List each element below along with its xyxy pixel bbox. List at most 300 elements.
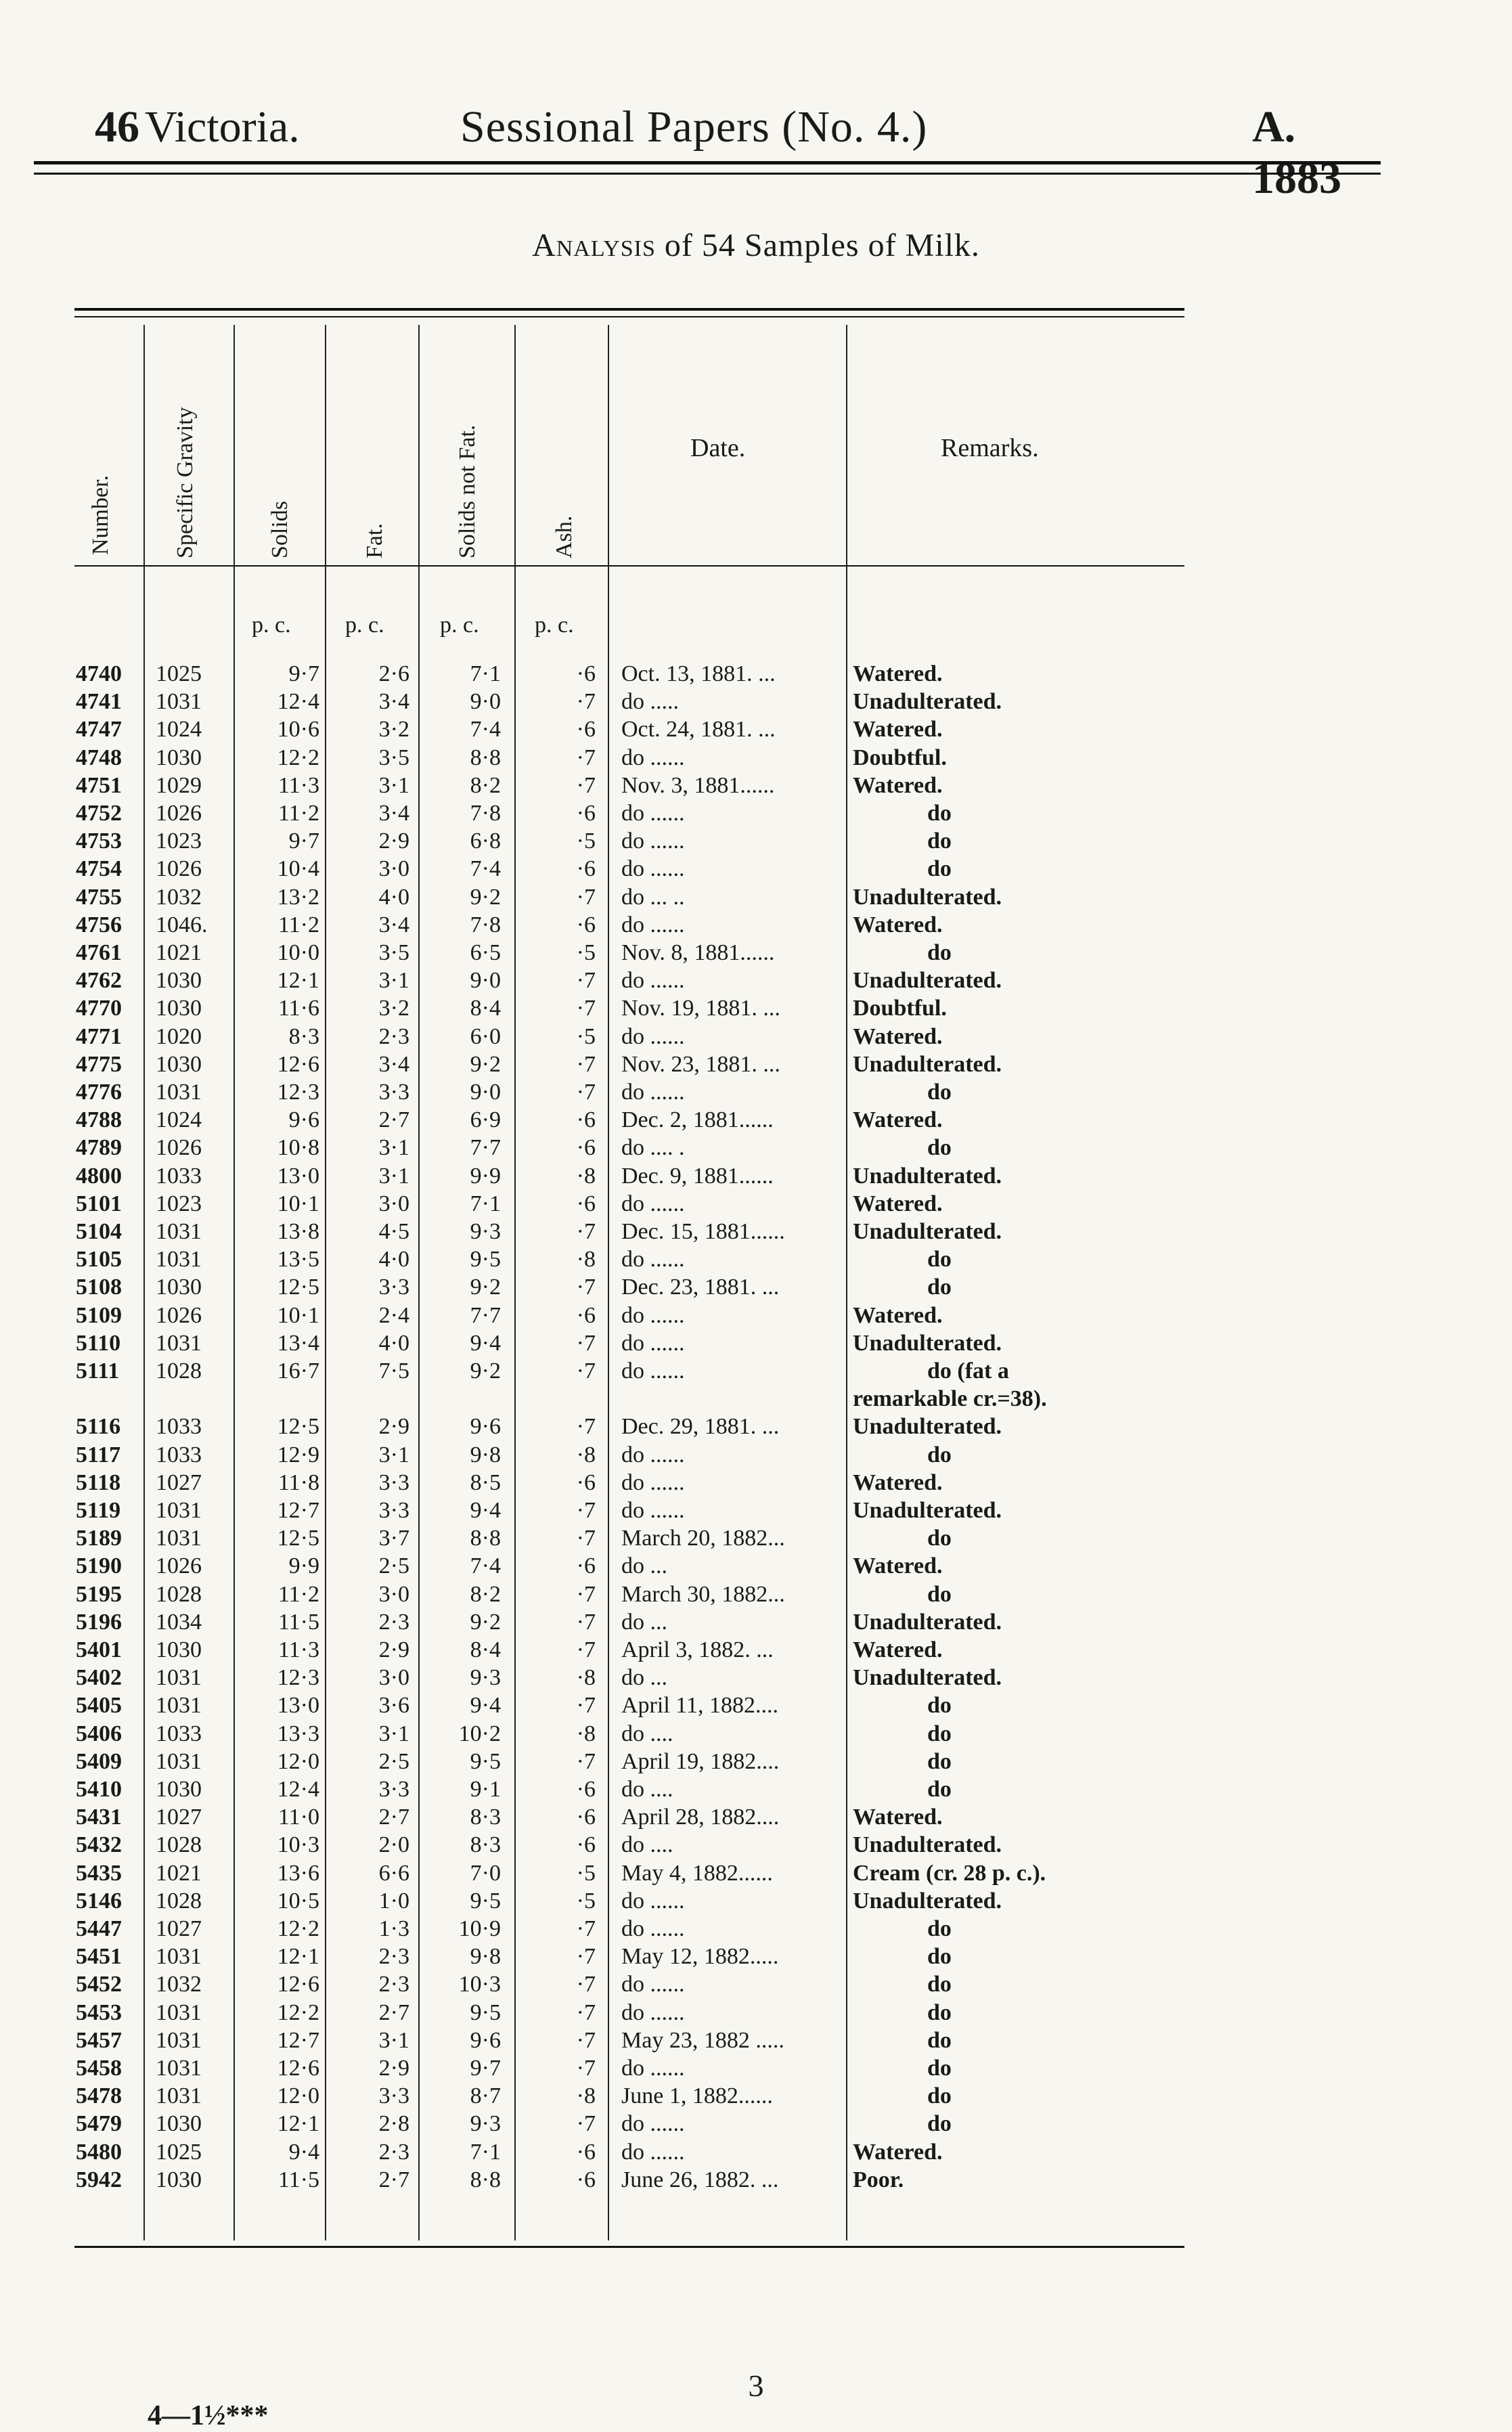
cell-sg: 1026	[156, 1135, 202, 1161]
cell-num: 5457	[76, 2027, 122, 2053]
table-row	[0, 1580, 1512, 1609]
col-header-specific-gravity: Specific Gravity	[173, 407, 198, 558]
header-rule	[34, 161, 1381, 175]
cell-snf: 10·3	[458, 1972, 501, 1997]
cell-num: 4755	[76, 884, 122, 910]
cell-fat: 3·1	[378, 1163, 409, 1189]
cell-date: do ......	[621, 1916, 685, 1941]
cell-sol: 10·3	[277, 1832, 319, 1858]
cell-sg: 1031	[156, 2056, 202, 2081]
cell-num: 5105	[76, 1247, 122, 1273]
cell-rem: Unadulterated.	[853, 1609, 1002, 1635]
cell-rem: Watered.	[853, 661, 943, 686]
cell-snf: 9·4	[470, 1330, 501, 1356]
cell-sol: 13·4	[277, 1330, 319, 1356]
cell-sg: 1033	[156, 1721, 202, 1746]
cell-num: 5118	[76, 1469, 121, 1495]
cell-fat: 3·4	[378, 689, 409, 715]
cell-date: April 11, 1882....	[621, 1693, 779, 1719]
cell-sol: 13·6	[277, 1860, 319, 1886]
cell-ash: ·7	[576, 772, 596, 798]
cell-sol: 13·3	[277, 1721, 319, 1746]
cell-sol: 12·4	[277, 689, 319, 715]
cell-ash: ·7	[576, 1358, 596, 1384]
cell-sol: 12·7	[277, 1498, 319, 1523]
cell-rem: Doubtful.	[853, 745, 947, 770]
unit-fat: p. c.	[345, 613, 384, 638]
table-row	[0, 1664, 1512, 1692]
cell-date: do ......	[621, 828, 685, 854]
cell-sg: 1023	[156, 1191, 202, 1216]
cell-rem: Watered.	[853, 1469, 943, 1495]
cell-sg: 1027	[156, 1469, 202, 1495]
cell-rem: Unadulterated.	[853, 968, 1002, 994]
cell-fat: 2·5	[378, 1748, 409, 1774]
cell-num: 5108	[76, 1275, 122, 1300]
cell-rem: do	[927, 1442, 952, 1467]
cell-date: do ......	[621, 2139, 685, 2165]
table-row	[0, 2138, 1512, 2167]
table-row	[0, 1023, 1512, 1051]
table-row	[0, 1999, 1512, 2027]
cell-ash: ·8	[576, 1721, 596, 1746]
header-prefix: 46	[95, 102, 139, 152]
cell-snf: 9·3	[470, 2111, 501, 2137]
cell-rem: do	[927, 1581, 952, 1607]
cell-sg: 1026	[156, 1553, 202, 1579]
cell-rem: do	[927, 2056, 952, 2081]
cell-fat: 2·8	[378, 2111, 409, 2137]
cell-date: April 19, 1882....	[621, 1748, 780, 1774]
table-row	[0, 1943, 1512, 1971]
cell-sg: 1030	[156, 2111, 202, 2137]
cell-rem: Unadulterated.	[853, 1832, 1002, 1858]
cell-sg: 1028	[156, 1581, 202, 1607]
cell-date: do ......	[621, 1191, 685, 1216]
cell-num: 5453	[76, 1999, 122, 2025]
cell-sg: 1024	[156, 1107, 202, 1133]
cell-ash: ·6	[576, 1191, 596, 1216]
unit-snf: p. c.	[440, 613, 479, 638]
cell-sol: 12·1	[277, 968, 319, 994]
cell-sol: 13·8	[277, 1219, 319, 1244]
cell-date: Nov. 23, 1881. ...	[621, 1051, 780, 1077]
cell-date: Nov. 19, 1881. ...	[621, 996, 780, 1021]
cell-date: do ...	[621, 1665, 667, 1691]
cell-sg: 1021	[156, 940, 202, 965]
cell-num: 5119	[76, 1498, 121, 1523]
cell-sg: 1031	[156, 1665, 202, 1691]
cell-ash: ·8	[576, 1163, 596, 1189]
cell-num: 5479	[76, 2111, 122, 2137]
cell-date: do ......	[621, 1972, 685, 1997]
cell-sol: 10·4	[277, 856, 319, 882]
cell-num: 4756	[76, 912, 122, 937]
cell-ash: ·8	[576, 1665, 596, 1691]
cell-ash: ·7	[576, 968, 596, 994]
cell-sg: 1030	[156, 1777, 202, 1802]
cell-sol: 12·3	[277, 1665, 319, 1691]
cell-rem: Watered.	[853, 1553, 943, 1579]
cell-rem: do (fat a	[927, 1358, 1009, 1384]
cell-fat: 3·6	[378, 1693, 409, 1719]
cell-rem: do	[927, 1693, 952, 1719]
cell-sol: 10·1	[277, 1191, 319, 1216]
cell-date: Dec. 23, 1881. ...	[621, 1275, 780, 1300]
cell-num: 5111	[76, 1358, 120, 1384]
table-row	[0, 1441, 1512, 1469]
cell-fat: 3·1	[378, 1442, 409, 1467]
cell-sg: 1028	[156, 1888, 202, 1914]
cell-date: do ......	[621, 856, 685, 882]
cell-fat: 7·5	[378, 1358, 409, 1384]
cell-snf: 8·8	[470, 745, 501, 770]
table-row	[0, 911, 1512, 939]
cell-num: 4788	[76, 1107, 122, 1133]
cell-date: June 26, 1882. ...	[621, 2167, 779, 2192]
cell-sol: 12·6	[277, 1972, 319, 1997]
table-row	[0, 1775, 1512, 1804]
cell-sg: 1027	[156, 1805, 202, 1830]
cell-sol: 9·4	[288, 2139, 319, 2165]
cell-fat: 3·5	[378, 940, 409, 965]
cell-rem: do	[927, 1275, 952, 1300]
cell-date: May 4, 1882......	[621, 1860, 773, 1886]
cell-sg: 1031	[156, 1498, 202, 1523]
cell-sol: 10·5	[277, 1888, 319, 1914]
table-row	[0, 1162, 1512, 1191]
cell-num: 4770	[76, 996, 122, 1021]
cell-rem: do	[927, 2083, 952, 2109]
cell-ash: ·7	[576, 1080, 596, 1105]
table-row	[0, 1831, 1512, 1859]
cell-fat: 3·3	[378, 1275, 409, 1300]
cell-num: 5117	[76, 1442, 121, 1467]
cell-rem: do	[927, 1080, 952, 1105]
table-row	[0, 1106, 1512, 1134]
table-row	[0, 1692, 1512, 1720]
col-header-solids: Solids	[267, 500, 292, 558]
cell-fat: 3·2	[378, 996, 409, 1021]
unit-solids: p. c.	[252, 613, 291, 638]
table-row	[0, 939, 1512, 967]
cell-sol: 11·3	[277, 1637, 319, 1662]
table-row	[0, 1469, 1512, 1497]
table-row	[0, 1915, 1512, 1943]
cell-rem: do	[927, 856, 952, 882]
cell-rem: Unadulterated.	[853, 689, 1002, 715]
cell-fat: 4·0	[378, 1247, 409, 1273]
cell-rem: do	[927, 828, 952, 854]
cell-fat: 3·2	[378, 717, 409, 743]
cell-fat: 4·0	[378, 1330, 409, 1356]
cell-ash: ·5	[576, 940, 596, 965]
cell-rem: Unadulterated.	[853, 1330, 1002, 1356]
cell-ash: ·7	[576, 2027, 596, 2053]
cell-ash: ·7	[576, 1637, 596, 1662]
cell-date: do ......	[621, 2056, 685, 2081]
cell-fat: 6·6	[378, 1860, 409, 1886]
cell-sg: 1021	[156, 1860, 202, 1886]
cell-num: 4741	[76, 689, 122, 715]
cell-snf: 8·8	[470, 1526, 501, 1551]
cell-fat: 3·0	[378, 1581, 409, 1607]
cell-ash: ·7	[576, 1609, 596, 1635]
cell-sg: 1031	[156, 1693, 202, 1719]
cell-sg: 1031	[156, 689, 202, 715]
cell-rem: Watered.	[853, 772, 943, 798]
cell-rem: Poor.	[853, 2167, 904, 2192]
col-header-fat: Fat.	[362, 523, 387, 558]
cell-ash: ·7	[576, 2111, 596, 2137]
cell-rem: do	[927, 801, 952, 826]
cell-sg: 1031	[156, 2083, 202, 2109]
cell-date: Dec. 29, 1881. ...	[621, 1414, 780, 1440]
cell-snf: 9·2	[470, 1275, 501, 1300]
cell-num: 5405	[76, 1693, 122, 1719]
table-row	[0, 744, 1512, 772]
cell-sol: 10·1	[277, 1302, 319, 1328]
table-row	[0, 1720, 1512, 1748]
cell-fat: 3·4	[378, 801, 409, 826]
cell-num: 5195	[76, 1581, 122, 1607]
cell-num: 5189	[76, 1526, 122, 1551]
cell-ash: ·6	[576, 661, 596, 686]
cell-ash: ·7	[576, 1748, 596, 1774]
cell-date: do ......	[621, 1358, 685, 1384]
table-row	[0, 1385, 1512, 1413]
cell-num: 5146	[76, 1888, 122, 1914]
cell-date: do ....	[621, 1832, 673, 1858]
cell-sg: 1031	[156, 1748, 202, 1774]
table-title	[0, 227, 1512, 264]
cell-sg: 1046.	[156, 912, 208, 937]
cell-num: 4748	[76, 745, 122, 770]
cell-rem: Watered.	[853, 1191, 943, 1216]
cell-sol: 11·5	[277, 1609, 319, 1635]
cell-sol: 12·0	[277, 1748, 319, 1774]
cell-sol: 11·2	[277, 912, 319, 937]
cell-sg: 1023	[156, 828, 202, 854]
cell-fat: 3·7	[378, 1526, 409, 1551]
cell-fat: 3·1	[378, 1721, 409, 1746]
cell-ash: ·6	[576, 1777, 596, 1802]
cell-fat: 1·3	[378, 1916, 409, 1941]
cell-rem: remarkable cr.=38).	[853, 1386, 1047, 1412]
table-row	[0, 1218, 1512, 1246]
cell-snf: 9·1	[470, 1777, 501, 1802]
cell-sg: 1033	[156, 1442, 202, 1467]
cell-ash: ·8	[576, 2083, 596, 2109]
cell-rem: Unadulterated.	[853, 1163, 1002, 1189]
cell-ash: ·6	[576, 2139, 596, 2165]
cell-snf: 6·5	[470, 940, 501, 965]
header-left	[95, 102, 300, 153]
table-row	[0, 883, 1512, 912]
cell-fat: 2·3	[378, 1023, 409, 1049]
cell-snf: 9·2	[470, 1051, 501, 1077]
cell-num: 4776	[76, 1080, 122, 1105]
cell-sol: 11·8	[277, 1469, 319, 1495]
cell-sg: 1020	[156, 1023, 202, 1049]
cell-date: do ....	[621, 1777, 673, 1802]
cell-rem: do	[927, 1916, 952, 1941]
cell-ash: ·6	[576, 801, 596, 826]
cell-fat: 2·9	[378, 2056, 409, 2081]
table-row	[0, 1608, 1512, 1637]
cell-date: Oct. 24, 1881. ...	[621, 717, 776, 743]
cell-snf: 8·2	[470, 772, 501, 798]
cell-sg: 1030	[156, 1637, 202, 1662]
cell-fat: 3·1	[378, 2027, 409, 2053]
cell-num: 4771	[76, 1023, 122, 1049]
cell-sol: 12·1	[277, 2111, 319, 2137]
cell-sol: 13·2	[277, 884, 319, 910]
cell-snf: 7·8	[470, 801, 501, 826]
cell-date: do ....	[621, 1721, 673, 1746]
cell-ash: ·7	[576, 1916, 596, 1941]
table-row	[0, 1357, 1512, 1386]
page-number: 3	[748, 2368, 764, 2403]
cell-fat: 2·7	[378, 2167, 409, 2192]
col-header-remarks: Remarks.	[941, 434, 1039, 462]
cell-fat: 3·5	[378, 745, 409, 770]
cell-sol: 12·5	[277, 1275, 319, 1300]
cell-ash: ·7	[576, 1693, 596, 1719]
cell-sg: 1026	[156, 856, 202, 882]
cell-snf: 6·9	[470, 1107, 501, 1133]
cell-snf: 8·2	[470, 1581, 501, 1607]
table-row	[0, 1273, 1512, 1302]
cell-num: 5458	[76, 2056, 122, 2081]
cell-fat: 3·3	[378, 1498, 409, 1523]
table-row	[0, 967, 1512, 995]
table-row	[0, 1329, 1512, 1358]
cell-date: do ......	[621, 968, 685, 994]
cell-snf: 7·4	[470, 717, 501, 743]
cell-sol: 12·2	[277, 745, 319, 770]
cell-rem: do	[927, 1999, 952, 2025]
cell-snf: 9·0	[470, 689, 501, 715]
cell-ash: ·5	[576, 828, 596, 854]
cell-rem: Unadulterated.	[853, 884, 1002, 910]
cell-snf: 9·6	[470, 2027, 501, 2053]
cell-sol: 12·2	[277, 1916, 319, 1941]
cell-fat: 2·3	[378, 1944, 409, 1970]
cell-date: do ......	[621, 1330, 685, 1356]
cell-snf: 8·3	[470, 1832, 501, 1858]
cell-snf: 9·2	[470, 1609, 501, 1635]
cell-rem: Watered.	[853, 1805, 943, 1830]
cell-fat: 2·7	[378, 1999, 409, 2025]
cell-ash: ·7	[576, 1581, 596, 1607]
cell-sol: 8·3	[288, 1023, 319, 1049]
cell-date: Nov. 3, 1881......	[621, 772, 775, 798]
cell-sg: 1029	[156, 772, 202, 798]
cell-snf: 9·6	[470, 1414, 501, 1440]
cell-snf: 9·5	[470, 1247, 501, 1273]
cell-sg: 1031	[156, 1330, 202, 1356]
cell-sg: 1031	[156, 1526, 202, 1551]
cell-num: 5480	[76, 2139, 122, 2165]
cell-fat: 3·3	[378, 1080, 409, 1105]
cell-sg: 1033	[156, 1414, 202, 1440]
cell-sg: 1030	[156, 2167, 202, 2192]
cell-fat: 3·3	[378, 2083, 409, 2109]
cell-rem: do	[927, 940, 952, 965]
cell-ash: ·6	[576, 2167, 596, 2192]
cell-sol: 11·0	[277, 1805, 319, 1830]
table-header-rule	[74, 565, 1184, 567]
cell-ash: ·6	[576, 1553, 596, 1579]
cell-date: March 20, 1882...	[621, 1526, 785, 1551]
cell-sg: 1028	[156, 1358, 202, 1384]
cell-sg: 1030	[156, 1051, 202, 1077]
table-bottom-rule	[74, 2246, 1184, 2248]
cell-sol: 9·9	[288, 1553, 319, 1579]
cell-num: 5410	[76, 1777, 122, 1802]
cell-date: do ......	[621, 1080, 685, 1105]
cell-rem: do	[927, 1777, 952, 1802]
cell-date: April 3, 1882. ...	[621, 1637, 774, 1662]
cell-rem: do	[927, 2027, 952, 2053]
cell-sol: 12·7	[277, 2027, 319, 2053]
cell-ash: ·6	[576, 1469, 596, 1495]
cell-sol: 10·6	[277, 717, 319, 743]
cell-fat: 4·5	[378, 1219, 409, 1244]
cell-ash: ·6	[576, 1832, 596, 1858]
cell-num: 5190	[76, 1553, 122, 1579]
cell-fat: 3·3	[378, 1777, 409, 1802]
table-row	[0, 2110, 1512, 2138]
cell-rem: Watered.	[853, 2139, 943, 2165]
cell-ash: ·7	[576, 1275, 596, 1300]
cell-sol: 16·7	[277, 1358, 319, 1384]
cell-snf: 9·0	[470, 1080, 501, 1105]
cell-sol: 12·2	[277, 1999, 319, 2025]
cell-date: June 1, 1882......	[621, 2083, 773, 2109]
table-row	[0, 855, 1512, 883]
cell-num: 4751	[76, 772, 122, 798]
cell-date: May 12, 1882.....	[621, 1944, 779, 1970]
cell-snf: 8·7	[470, 2083, 501, 2109]
cell-snf: 7·1	[470, 2139, 501, 2165]
table-row	[0, 1859, 1512, 1888]
cell-snf: 9·4	[470, 1693, 501, 1719]
cell-fat: 2·4	[378, 1302, 409, 1328]
cell-sg: 1031	[156, 1999, 202, 2025]
cell-sg: 1025	[156, 2139, 202, 2165]
cell-snf: 9·2	[470, 1358, 501, 1384]
table-row	[0, 688, 1512, 716]
cell-date: do ......	[621, 745, 685, 770]
table-row	[0, 827, 1512, 856]
table-row	[0, 1134, 1512, 1162]
table-row	[0, 1302, 1512, 1330]
cell-date: do ......	[621, 1023, 685, 1049]
cell-rem: do	[927, 1247, 952, 1273]
cell-ash: ·7	[576, 1999, 596, 2025]
title-rest: of 54 Samples of Milk.	[655, 227, 980, 263]
cell-sg: 1026	[156, 801, 202, 826]
table-row	[0, 2054, 1512, 2083]
cell-ash: ·7	[576, 1219, 596, 1244]
cell-ash: ·8	[576, 1247, 596, 1273]
cell-num: 4775	[76, 1051, 122, 1077]
cell-snf: 8·8	[470, 2167, 501, 2192]
cell-fat: 2·3	[378, 2139, 409, 2165]
cell-ash: ·6	[576, 1135, 596, 1161]
